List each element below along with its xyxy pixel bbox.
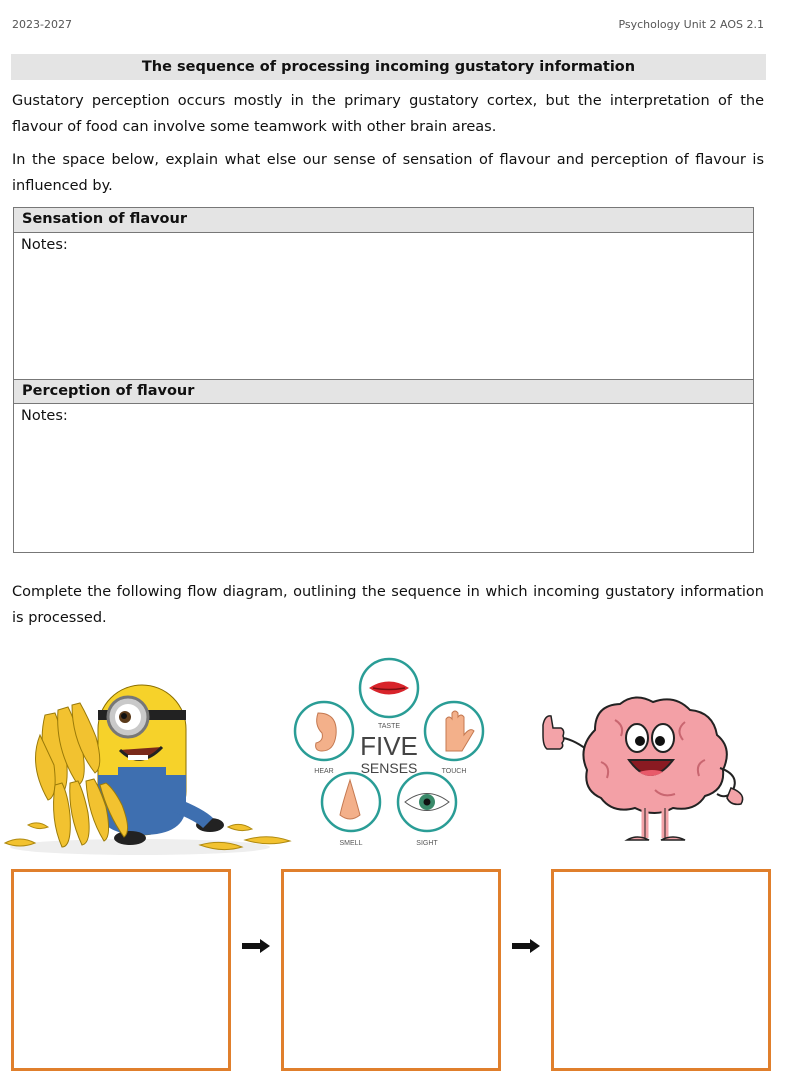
senses-title-senses: SENSES — [360, 760, 418, 776]
notes-table — [13, 207, 754, 553]
flow-instruction: Complete the following flow diagram, outlining the sequence in which incoming gustatory information is processed. — [12, 584, 764, 626]
header-year: 2023-2027 — [12, 18, 72, 31]
arrow-right-icon — [242, 939, 270, 953]
perception-heading: Perception of flavour — [14, 379, 753, 404]
senses-title-five: FIVE — [360, 731, 418, 761]
perception-notes-area[interactable] — [14, 404, 753, 552]
cartoon-brain-image — [535, 690, 755, 850]
flow-box-3[interactable] — [551, 869, 771, 1071]
header-course: Psychology Unit 2 AOS 2.1 — [618, 18, 764, 31]
label-sight: SIGHT — [416, 840, 438, 847]
perception-notes-label: Notes: — [21, 408, 68, 424]
instruction-paragraph: In the space below, explain what else our sense of sensation of flavour and perception of flavour is influenced by. — [12, 152, 764, 194]
flow-box-2[interactable] — [281, 869, 501, 1071]
section-title: The sequence of processing incoming gustatory information — [11, 54, 766, 80]
flow-box-1[interactable] — [11, 869, 231, 1071]
sensation-heading: Sensation of flavour — [14, 208, 753, 233]
label-touch: TOUCH — [441, 768, 467, 775]
label-smell: SMELL — [339, 840, 363, 847]
sensation-notes-area[interactable] — [14, 233, 753, 379]
label-taste: TASTE — [377, 723, 401, 730]
five-senses-image — [290, 655, 495, 855]
label-hear: HEAR — [314, 768, 334, 775]
sensation-notes-label: Notes: — [21, 237, 68, 253]
intro-paragraph: Gustatory perception occurs mostly in the primary gustatory cortex, but the interpretation of the flavour of food can involve some teamwork with other brain areas. — [12, 93, 764, 135]
minion-bananas-image — [0, 655, 295, 860]
arrow-right-icon — [512, 939, 540, 953]
